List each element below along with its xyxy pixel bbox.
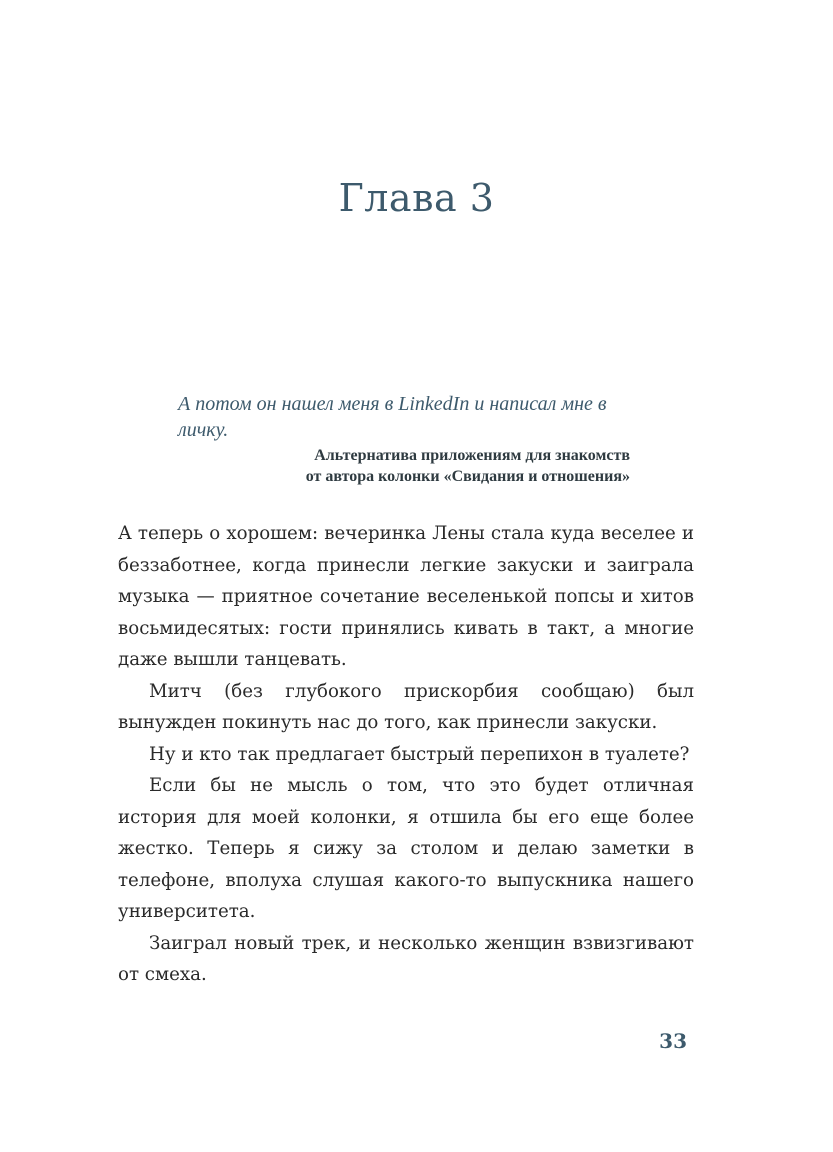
chapter-title: Глава 3 — [338, 176, 495, 220]
epigraph-source-line2: от автора колонки «Свидания и отношения» — [305, 468, 630, 485]
page-number: 33 — [659, 1029, 687, 1053]
epigraph-source — [178, 445, 630, 487]
paragraph: Заиграл новый трек, и несколько женщин взвизгивают от смеха. — [118, 932, 694, 985]
epigraph-quote: А потом он нашел меня в LinkedIn и написал мне в личку. — [178, 393, 607, 441]
epigraph — [178, 391, 638, 487]
epigraph-source-line1: Альтернатива приложениям для знакомств — [314, 447, 630, 464]
body-text — [118, 518, 694, 991]
paragraph: Ну и кто так предлагает быстрый перепихон в туалете? — [149, 743, 690, 765]
paragraph: Митч (без глубокого прискорбия сообщаю) был вынужден покинуть нас до того, как принесли закуски. — [118, 680, 694, 733]
paragraph: Если бы не мысль о том, что это будет отличная история для моей колонки, я отшила бы его еще более жестко. Теперь я сижу за столом и делаю заметки в телефоне, вполуха слушая какого-то выпускника нашего университета. — [118, 775, 694, 922]
paragraph: А теперь о хорошем: вечеринка Лены стала куда веселее и беззаботнее, когда принесли легкие закуски и заиграла музыка — приятное сочетание веселенькой попсы и хитов восьмидесятых: гости принялись кивать в такт, а многие даже вышли танцевать. — [118, 523, 694, 670]
